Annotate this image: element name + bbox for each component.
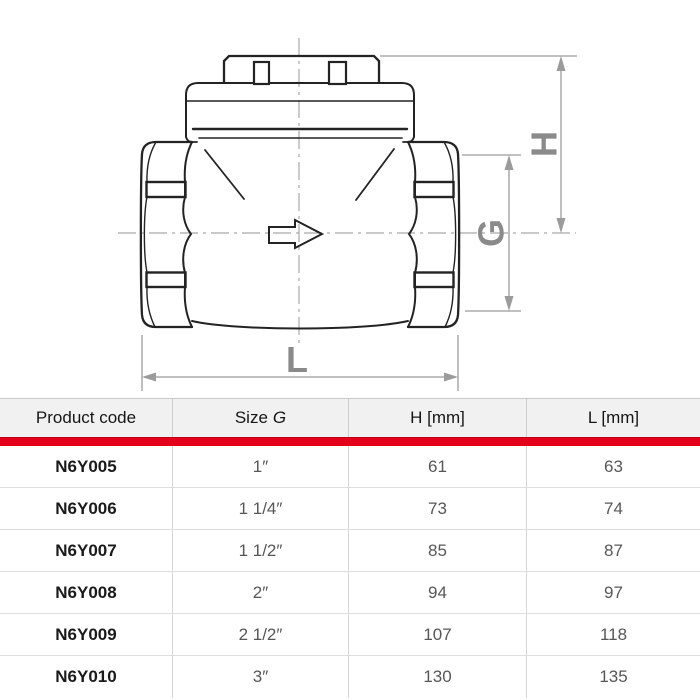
- hex-chamfer-mid: [453, 197, 456, 273]
- header-label: Size: [234, 408, 268, 427]
- body-bottom: [192, 321, 408, 329]
- spec-table: [0, 398, 700, 698]
- cell-h: 94: [348, 572, 526, 613]
- cell-l: 135: [526, 656, 700, 698]
- cell-l: 87: [526, 530, 700, 571]
- dimension-lines: [142, 56, 577, 391]
- table-row: [0, 530, 700, 572]
- header-h-mm: [348, 399, 526, 437]
- cell-size: 2″: [172, 572, 348, 613]
- table-row: [0, 488, 700, 530]
- dimension-label-g: G: [470, 218, 512, 248]
- cell-product-code: N6Y009: [55, 624, 117, 644]
- cell-size: 1 1/4″: [172, 488, 348, 529]
- table-header-row: [0, 398, 700, 437]
- dimension-label-h: H: [523, 131, 565, 157]
- cell-h: 107: [348, 614, 526, 655]
- g-arrowhead-down-icon: [505, 296, 514, 311]
- cell-product-code: N6Y007: [55, 540, 117, 560]
- cell-l: 63: [526, 446, 700, 487]
- cell-product-code: N6Y010: [55, 667, 117, 686]
- header-label: H [mm]: [410, 408, 465, 427]
- h-arrowhead-up-icon: [557, 56, 566, 71]
- table-row: [0, 614, 700, 656]
- cell-size: 1 1/2″: [172, 530, 348, 571]
- dimension-arrowheads: [142, 56, 566, 382]
- accent-red-divider: [0, 437, 700, 446]
- end-fitting-left: [141, 142, 192, 327]
- hex-band-upper: [147, 182, 186, 197]
- header-size-g: [172, 399, 348, 437]
- table-row: [0, 572, 700, 614]
- hex-chamfer-bottom: [147, 287, 155, 327]
- cell-product-code: N6Y006: [55, 498, 117, 518]
- seat-diagonal-right: [356, 149, 394, 200]
- valve-outline: [141, 56, 459, 329]
- cell-size: 3″: [172, 656, 348, 698]
- hex-band-lower: [147, 273, 186, 288]
- table-row: [0, 446, 700, 488]
- cell-h: 130: [348, 656, 526, 698]
- cell-h: 73: [348, 488, 526, 529]
- hex-band-upper: [415, 182, 454, 197]
- cell-h: 61: [348, 446, 526, 487]
- hex-chamfer-mid: [144, 197, 147, 273]
- cap-bolt-left: [254, 62, 269, 84]
- cell-product-code: N6Y008: [55, 582, 117, 602]
- l-arrowhead-left-icon: [142, 373, 156, 382]
- flow-direction-arrow-icon: [269, 220, 322, 248]
- cell-product-code: N6Y005: [55, 456, 117, 476]
- valve-cap: [224, 56, 379, 83]
- header-label: L [mm]: [587, 408, 640, 427]
- header-label-italic: G: [272, 408, 287, 427]
- cell-l: 97: [526, 572, 700, 613]
- seat-diagonal-left: [205, 150, 244, 199]
- cell-h: 85: [348, 530, 526, 571]
- dimension-label-l: L: [286, 339, 308, 380]
- fitting-inner-contour: [408, 142, 417, 327]
- cell-size: 1″: [172, 446, 348, 487]
- cap-bolt-right: [329, 62, 346, 84]
- h-arrowhead-down-icon: [557, 218, 566, 233]
- l-arrowhead-right-icon: [444, 373, 458, 382]
- fitting-inner-contour: [183, 142, 192, 327]
- header-label: Product code: [35, 408, 137, 427]
- header-product-code: [0, 399, 172, 437]
- g-arrowhead-up-icon: [505, 155, 514, 170]
- hex-band-lower: [415, 273, 454, 288]
- hex-chamfer-top: [147, 142, 156, 182]
- cell-l: 74: [526, 488, 700, 529]
- header-l-mm: [526, 399, 700, 437]
- cell-l: 118: [526, 614, 700, 655]
- cell-size: 2 1/2″: [172, 614, 348, 655]
- hex-chamfer-top: [444, 142, 453, 182]
- end-fitting-right: [408, 142, 459, 327]
- hex-chamfer-bottom: [445, 287, 453, 327]
- table-row: [0, 656, 700, 698]
